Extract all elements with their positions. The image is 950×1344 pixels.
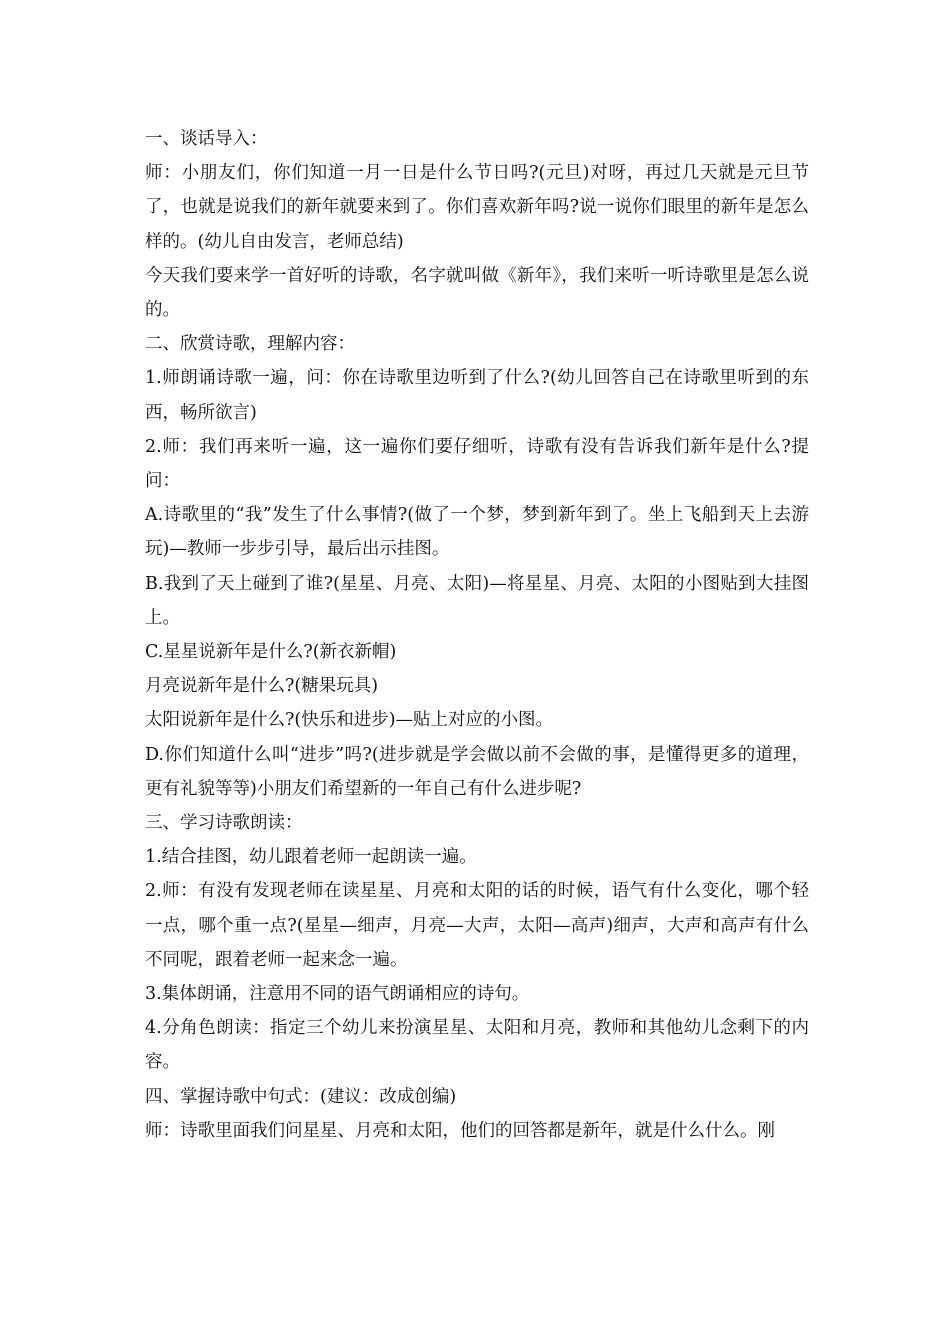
paragraph: 师：小朋友们，你们知道一月一日是什么节日吗?(元旦)对呀，再过几天就是元旦节了，也就是说我们的新年就要来到了。你们喜欢新年吗?说一说你们眼里的新年是怎么样的。(幼儿自由发言，老师总结): [145, 163, 809, 252]
paragraph: 1.师朗诵诗歌一遍，问：你在诗歌里边听到了什么?(幼儿回答自己在诗歌里听到的东西，畅所欲言): [145, 368, 809, 423]
paragraph: 3.集体朗诵，注意用不同的语气朗诵相应的诗句。: [145, 984, 530, 1005]
paragraph: B.我到了天上碰到了谁?(星星、月亮、太阳)—将星星、月亮、太阳的小图贴到大挂图上。: [145, 573, 809, 628]
document-body: [145, 122, 809, 1148]
paragraph: A.诗歌里的“我”发生了什么事情?(做了一个梦，梦到新年到了。坐上飞船到天上去游玩)—教师一步步引导，最后出示挂图。: [145, 505, 809, 560]
paragraph: 月亮说新年是什么?(糖果玩具): [145, 676, 379, 697]
section-heading-3: 三、学习诗歌朗读：: [145, 813, 303, 834]
paragraph: D.你们知道什么叫“进步”吗?(进步就是学会做以前不会做的事，是懂得更多的道理，更有礼貌等等)小朋友们希望新的一年自己有什么进步呢?: [145, 744, 809, 799]
paragraph: 4.分角色朗读：指定三个幼儿来扮演星星、太阳和月亮，教师和其他幼儿念剩下的内容。: [145, 1018, 809, 1073]
section-heading-2: 二、欣赏诗歌，理解内容：: [145, 334, 355, 355]
paragraph: 1.结合挂图，幼儿跟着老师一起朗读一遍。: [145, 847, 477, 868]
paragraph: 2.师：我们再来听一遍，这一遍你们要仔细听，诗歌有没有告诉我们新年是什么?提问：: [145, 436, 809, 492]
paragraph: 2.师：有没有发现老师在读星星、月亮和太阳的话的时候，语气有什么变化，哪个轻一点，哪个重一点?(星星—细声，月亮—大声，太阳—高声)细声，大声和高声有什么不同呢，跟着老师一起来念一遍。: [145, 881, 809, 970]
section-heading-1: 一、谈话导入：: [145, 129, 268, 149]
paragraph: 今天我们要来学一首好听的诗歌，名字就叫做《新年》，我们来听一听诗歌里是怎么说的。: [145, 265, 809, 321]
paragraph: 师：诗歌里面我们问星星、月亮和太阳，他们的回答都是新年，就是什么什么。刚: [145, 1120, 775, 1141]
paragraph: 太阳说新年是什么?(快乐和进步)—贴上对应的小图。: [145, 710, 554, 731]
section-heading-4: 四、掌握诗歌中句式：(建议：改成创编): [145, 1086, 457, 1107]
paragraph: C.星星说新年是什么?(新衣新帽): [145, 642, 397, 663]
